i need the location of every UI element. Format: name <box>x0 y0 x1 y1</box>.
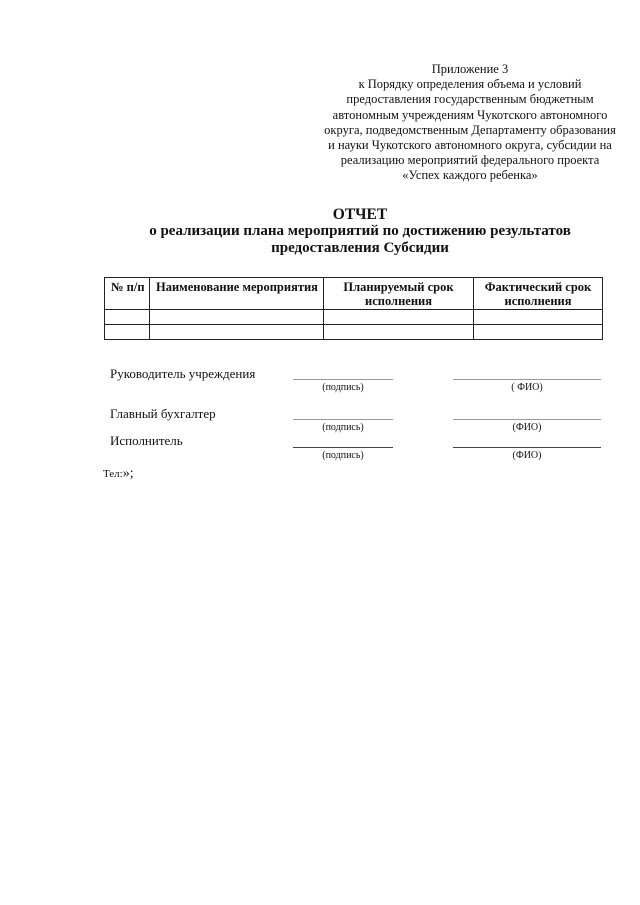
signature-line-executor[interactable] <box>293 447 393 448</box>
title-main: ОТЧЕТ <box>332 206 388 223</box>
table-cell[interactable] <box>474 325 603 340</box>
phone-tail: »; <box>122 466 134 481</box>
signature-label-accountant: Главный бухгалтер <box>110 406 216 421</box>
signature-label-executor: Исполнитель <box>110 433 183 448</box>
appendix-line: и науки Чукотского автономного округа, субсидии на <box>328 138 612 153</box>
appendix-line: автономным учреждениям Чукотского автономного <box>332 107 608 122</box>
name-line-head[interactable] <box>453 379 601 380</box>
name-caption-head: ( ФИО) <box>511 382 543 393</box>
column-header-event-name: Наименование мероприятия <box>150 278 324 310</box>
report-table <box>104 277 603 340</box>
table-cell[interactable] <box>105 310 150 325</box>
name-caption-executor: (ФИО) <box>512 450 542 461</box>
table-cell[interactable] <box>324 310 474 325</box>
table-cell[interactable] <box>474 310 603 325</box>
signature-line-head[interactable] <box>293 379 393 380</box>
table-cell[interactable] <box>105 325 150 340</box>
appendix-line: к Порядку определения объема и условий <box>358 77 582 92</box>
signature-caption-head: (подпись) <box>322 382 364 393</box>
report-title <box>100 206 620 257</box>
table-cell[interactable] <box>324 325 474 340</box>
signature-caption-accountant: (подпись) <box>322 422 364 433</box>
name-line-executor[interactable] <box>453 447 601 448</box>
phone-line <box>103 466 134 482</box>
table-row <box>105 310 603 325</box>
signature-line-accountant[interactable] <box>293 419 393 420</box>
phone-label: Тел: <box>103 468 123 480</box>
signature-caption-executor: (подпись) <box>322 450 364 461</box>
title-subtitle-2: предоставления Субсидии <box>271 240 449 256</box>
title-subtitle: о реализации плана мероприятий по достижению результатов <box>149 223 571 239</box>
appendix-line: округа, подведомственным Департаменту образования <box>324 122 616 137</box>
table-header-row <box>105 278 603 310</box>
name-caption-accountant: (ФИО) <box>512 422 542 433</box>
column-header-number: № п/п <box>105 278 150 310</box>
appendix-line: реализацию мероприятий федерального проекта <box>340 153 600 168</box>
appendix-line: предоставления государственным бюджетным <box>346 92 594 107</box>
table-row <box>105 325 603 340</box>
name-line-accountant[interactable] <box>453 419 601 420</box>
appendix-line: Приложение 3 <box>431 62 509 76</box>
column-header-planned-date: Планируемый срок исполнения <box>324 278 474 310</box>
table-cell[interactable] <box>150 310 324 325</box>
appendix-header <box>300 62 640 184</box>
appendix-line: «Успех каждого ребенка» <box>402 168 538 183</box>
table-cell[interactable] <box>150 325 324 340</box>
column-header-actual-date: Фактический срок исполнения <box>474 278 603 310</box>
signature-label-head: Руководитель учреждения <box>110 366 256 381</box>
